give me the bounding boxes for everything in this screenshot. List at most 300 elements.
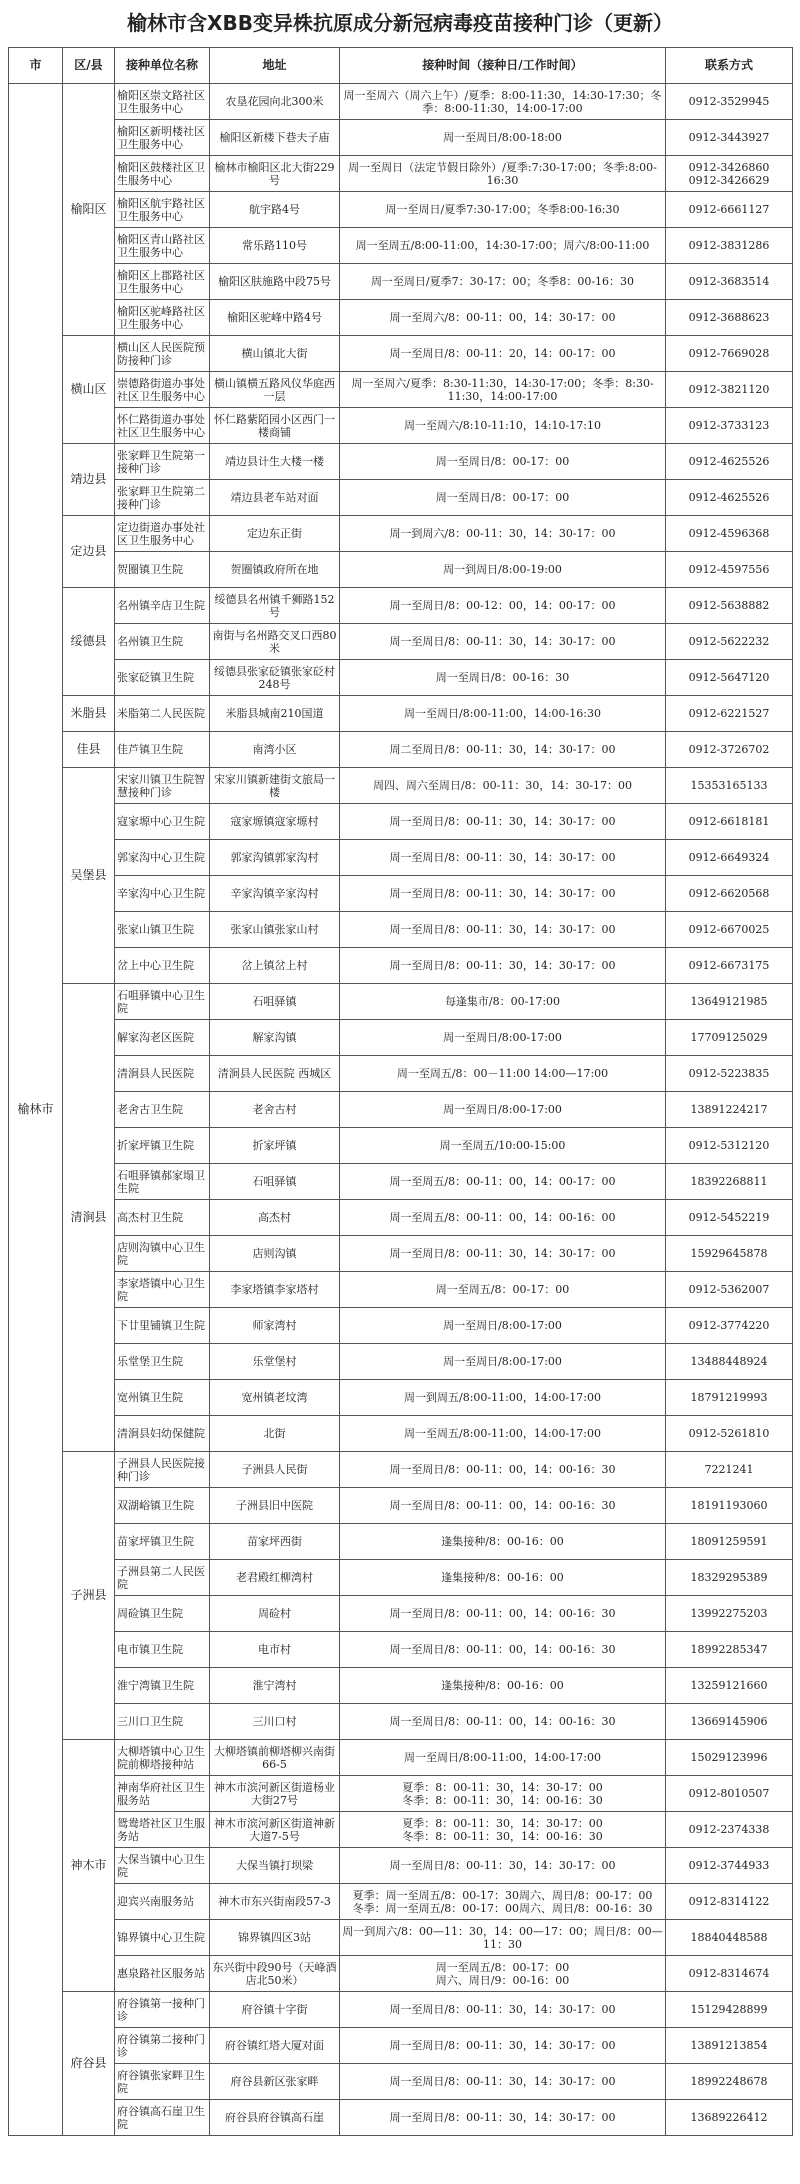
time-cell: 周一至周六/8:10-11:10，14:10-17:10 <box>340 408 666 444</box>
unit-name-cell: 定边街道办事处社区卫生服务中心 <box>115 516 210 552</box>
time-cell: 周一至周日/8：00-11：00，14：00-16：30 <box>340 1488 666 1524</box>
header-time: 接种时间（接种日/工作时间） <box>340 48 666 84</box>
time-cell: 周一至周日/8：00-12：00，14：00-17：00 <box>340 588 666 624</box>
unit-name-cell: 鸳鸯塔社区卫生服务站 <box>115 1812 210 1848</box>
contact-cell: 15029123996 <box>666 1740 793 1776</box>
time-cell: 夏季：8：00-11：30，14：30-17：00 冬季：8：00-11：30，14：00-16：30 <box>340 1812 666 1848</box>
table-row <box>9 1704 793 1740</box>
unit-name-cell: 石咀驿镇中心卫生院 <box>115 984 210 1020</box>
table-row <box>9 876 793 912</box>
address-cell: 榆阳区肤施路中段75号 <box>210 264 340 300</box>
table-row <box>9 660 793 696</box>
unit-name-cell: 府谷镇高石崖卫生院 <box>115 2100 210 2136</box>
address-cell: 南湾小区 <box>210 732 340 768</box>
time-cell: 周一至周日/8：00-11：30，14：30-17：00 <box>340 948 666 984</box>
address-cell: 石咀驿镇 <box>210 1164 340 1200</box>
table-row <box>9 300 793 336</box>
table-row <box>9 1092 793 1128</box>
address-cell: 榆阳区新楼下巷夫子庙 <box>210 120 340 156</box>
address-cell: 乐堂堡村 <box>210 1344 340 1380</box>
unit-name-cell: 神南华府社区卫生服务站 <box>115 1776 210 1812</box>
contact-cell: 7221241 <box>666 1452 793 1488</box>
table-row <box>9 372 793 408</box>
table-row <box>9 1200 793 1236</box>
time-cell: 周一至周日/8：00-11：30，14：30-17：00 <box>340 1992 666 2028</box>
unit-name-cell: 米脂第二人民医院 <box>115 696 210 732</box>
table-row <box>9 120 793 156</box>
time-cell: 周一到周五/8:00-11:00，14:00-17:00 <box>340 1380 666 1416</box>
contact-cell: 0912-5223835 <box>666 1056 793 1092</box>
table-row <box>9 1056 793 1092</box>
county-cell: 绥德县 <box>63 588 115 696</box>
unit-name-cell: 子洲县第二人民医院 <box>115 1560 210 1596</box>
address-cell: 绥德县张家砭镇张家砭村248号 <box>210 660 340 696</box>
county-cell: 佳县 <box>63 732 115 768</box>
unit-name-cell: 乐堂堡卫生院 <box>115 1344 210 1380</box>
time-cell: 周一至周日/8:00-11:00，14:00-17:00 <box>340 1740 666 1776</box>
contact-cell: 13689226412 <box>666 2100 793 2136</box>
unit-name-cell: 下廿里铺镇卫生院 <box>115 1308 210 1344</box>
unit-name-cell: 贺圈镇卫生院 <box>115 552 210 588</box>
table-row <box>9 804 793 840</box>
unit-name-cell: 老舍古卫生院 <box>115 1092 210 1128</box>
time-cell: 周一至周日/8：00-11：30，14：30-17：00 <box>340 1848 666 1884</box>
unit-name-cell: 折家坪镇卫生院 <box>115 1128 210 1164</box>
table-row <box>9 768 793 804</box>
time-cell: 周一至周日/8:00-17:00 <box>340 1092 666 1128</box>
address-cell: 辛家沟镇辛家沟村 <box>210 876 340 912</box>
table-row <box>9 1992 793 2028</box>
address-cell: 航宇路4号 <box>210 192 340 228</box>
unit-name-cell: 大柳塔镇中心卫生院前柳塔接种站 <box>115 1740 210 1776</box>
table-row <box>9 624 793 660</box>
table-row <box>9 156 793 192</box>
time-cell: 周一至周日/8：00-11：30，14：30-17：00 <box>340 876 666 912</box>
table-row <box>9 1452 793 1488</box>
time-cell: 周一至周日/8：00-11：30，14：30-17：00 <box>340 2064 666 2100</box>
address-cell: 府谷县府谷镇高石崖 <box>210 2100 340 2136</box>
time-cell: 周一到周六/8：00—11：30，14：00—17：00；周日/8：00—11：30 <box>340 1920 666 1956</box>
unit-name-cell: 解家沟老区医院 <box>115 1020 210 1056</box>
contact-cell: 13891224217 <box>666 1092 793 1128</box>
address-cell: 电市村 <box>210 1632 340 1668</box>
unit-name-cell: 锦界镇中心卫生院 <box>115 1920 210 1956</box>
table-header-row <box>9 48 793 84</box>
county-cell: 吴堡县 <box>63 768 115 984</box>
address-cell: 岔上镇岔上村 <box>210 948 340 984</box>
contact-cell: 0912-6649324 <box>666 840 793 876</box>
table-row <box>9 1812 793 1848</box>
county-cell: 神木市 <box>63 1740 115 1992</box>
table-row <box>9 1164 793 1200</box>
time-cell: 周一至周日/8：00-11：30，14：30-17：00 <box>340 2028 666 2064</box>
address-cell: 清涧县人民医院 西城区 <box>210 1056 340 1092</box>
unit-name-cell: 府谷镇张家畔卫生院 <box>115 2064 210 2100</box>
unit-name-cell: 府谷镇第二接种门诊 <box>115 2028 210 2064</box>
county-cell: 靖边县 <box>63 444 115 516</box>
clinic-table <box>8 47 793 2136</box>
contact-cell: 13992275203 <box>666 1596 793 1632</box>
address-cell: 横山镇横五路风仪华庭西一层 <box>210 372 340 408</box>
unit-name-cell: 榆阳区崇文路社区卫生服务中心 <box>115 84 210 120</box>
address-cell: 府谷镇十字街 <box>210 1992 340 2028</box>
contact-cell: 0912-5452219 <box>666 1200 793 1236</box>
table-row <box>9 1308 793 1344</box>
time-cell: 逢集接种/8：00-16：00 <box>340 1668 666 1704</box>
address-cell: 锦界镇四区3站 <box>210 1920 340 1956</box>
table-row <box>9 1956 793 1992</box>
time-cell: 周一至周日/8：00-11：00，14：00-16：30 <box>340 1452 666 1488</box>
address-cell: 怀仁路紫陌园小区西门一楼商铺 <box>210 408 340 444</box>
contact-cell: 13488448924 <box>666 1344 793 1380</box>
address-cell: 周硷村 <box>210 1596 340 1632</box>
contact-cell: 13891213854 <box>666 2028 793 2064</box>
county-cell: 定边县 <box>63 516 115 588</box>
address-cell: 靖边县老车站对面 <box>210 480 340 516</box>
address-cell: 师家湾村 <box>210 1308 340 1344</box>
time-cell: 周一至周六/8：00-11：00，14：30-17：00 <box>340 300 666 336</box>
time-cell: 周一至周五/8：00-11：00，14：00-17：00 <box>340 1164 666 1200</box>
unit-name-cell: 横山区人民医院预防接种门诊 <box>115 336 210 372</box>
address-cell: 神木市滨河新区街道神新大道7-5号 <box>210 1812 340 1848</box>
county-cell: 清涧县 <box>63 984 115 1452</box>
time-cell: 周一至周日（法定节假日除外）/夏季:7:30-17:00；冬季:8:00-16:30 <box>340 156 666 192</box>
address-cell: 横山镇北大街 <box>210 336 340 372</box>
contact-cell: 0912-4625526 <box>666 444 793 480</box>
time-cell: 周一至周五/8：00-11：00，14：00-16：00 <box>340 1200 666 1236</box>
table-row <box>9 192 793 228</box>
unit-name-cell: 子洲县人民医院接种门诊 <box>115 1452 210 1488</box>
time-cell: 周一至周六（周六上午）/夏季：8:00-11:30，14:30-17:30；冬季：8:00-11:30，14:00-17:00 <box>340 84 666 120</box>
table-row <box>9 84 793 120</box>
table-row <box>9 1236 793 1272</box>
address-cell: 农垦花园向北300米 <box>210 84 340 120</box>
table-row <box>9 1416 793 1452</box>
table-row <box>9 840 793 876</box>
unit-name-cell: 宽州镇卫生院 <box>115 1380 210 1416</box>
contact-cell: 0912-4596368 <box>666 516 793 552</box>
time-cell: 夏季：周一至周五/8：00-17：30周六、周日/8：00-17：00 冬季：周一至周五/8：00-17：00周六、周日/8：00-16：30 <box>340 1884 666 1920</box>
address-cell: 东兴街中段90号（天峰酒店北50米） <box>210 1956 340 1992</box>
contact-cell: 0912-6673175 <box>666 948 793 984</box>
document-title: 榆林市含XBB变异株抗原成分新冠病毒疫苗接种门诊（更新） <box>127 11 673 35</box>
unit-name-cell: 宋家川镇卫生院智慧接种门诊 <box>115 768 210 804</box>
header-address: 地址 <box>210 48 340 84</box>
city-cell: 榆林市 <box>9 84 63 2136</box>
address-cell: 贺圈镇政府所在地 <box>210 552 340 588</box>
unit-name-cell: 榆阳区上郡路社区卫生服务中心 <box>115 264 210 300</box>
time-cell: 周一至周五/8:00-11:00，14:00-17:00 <box>340 1416 666 1452</box>
table-row <box>9 408 793 444</box>
address-cell: 北街 <box>210 1416 340 1452</box>
time-cell: 周一至周日/8:00-17:00 <box>340 1344 666 1380</box>
unit-name-cell: 张家砭镇卫生院 <box>115 660 210 696</box>
time-cell: 周一至周日/夏季7:30-17:00；冬季8:00-16:30 <box>340 192 666 228</box>
contact-cell: 17709125029 <box>666 1020 793 1056</box>
contact-cell: 0912-3733123 <box>666 408 793 444</box>
contact-cell: 18791219993 <box>666 1380 793 1416</box>
unit-name-cell: 怀仁路街道办事处社区卫生服务中心 <box>115 408 210 444</box>
unit-name-cell: 岔上中心卫生院 <box>115 948 210 984</box>
table-row <box>9 1848 793 1884</box>
address-cell: 张家山镇张家山村 <box>210 912 340 948</box>
time-cell: 周一至周日/8：00-11：00，14：00-16：30 <box>340 1596 666 1632</box>
table-row <box>9 552 793 588</box>
county-cell: 横山区 <box>63 336 115 444</box>
contact-cell: 15129428899 <box>666 1992 793 2028</box>
table-body <box>9 84 793 2136</box>
address-cell: 子洲县旧中医院 <box>210 1488 340 1524</box>
address-cell: 南街与名州路交叉口西80米 <box>210 624 340 660</box>
address-cell: 寇家塬镇寇家塬村 <box>210 804 340 840</box>
unit-name-cell: 郭家沟中心卫生院 <box>115 840 210 876</box>
header-unit: 接种单位名称 <box>115 48 210 84</box>
contact-cell: 13669145906 <box>666 1704 793 1740</box>
county-cell: 榆阳区 <box>63 84 115 336</box>
time-cell: 周一至周五/10:00-15:00 <box>340 1128 666 1164</box>
table-row <box>9 1380 793 1416</box>
contact-cell: 0912-5622232 <box>666 624 793 660</box>
contact-cell: 0912-8010507 <box>666 1776 793 1812</box>
address-cell: 郭家沟镇郭家沟村 <box>210 840 340 876</box>
unit-name-cell: 高杰村卫生院 <box>115 1200 210 1236</box>
time-cell: 周一至周日/8:00-17:00 <box>340 1308 666 1344</box>
contact-cell: 0912-6618181 <box>666 804 793 840</box>
address-cell: 淮宁湾村 <box>210 1668 340 1704</box>
table-row <box>9 1632 793 1668</box>
time-cell: 周一至周日/8：00-16：30 <box>340 660 666 696</box>
table-row <box>9 1020 793 1056</box>
address-cell: 宽州镇老坟湾 <box>210 1380 340 1416</box>
address-cell: 榆林市榆阳区北大街229号 <box>210 156 340 192</box>
time-cell: 周一至周日/8：00-11：30，14：30-17：00 <box>340 912 666 948</box>
table-row <box>9 1920 793 1956</box>
contact-cell: 0912-3831286 <box>666 228 793 264</box>
contact-cell: 0912-6221527 <box>666 696 793 732</box>
contact-cell: 18840448588 <box>666 1920 793 1956</box>
table-row <box>9 948 793 984</box>
time-cell: 周一至周日/8：00-11：30，14：30-17：00 <box>340 1236 666 1272</box>
unit-name-cell: 店则沟镇中心卫生院 <box>115 1236 210 1272</box>
table-row <box>9 336 793 372</box>
address-cell: 老君殿红柳湾村 <box>210 1560 340 1596</box>
contact-cell: 0912-6620568 <box>666 876 793 912</box>
address-cell: 店则沟镇 <box>210 1236 340 1272</box>
contact-cell: 18392268811 <box>666 1164 793 1200</box>
table-row <box>9 1488 793 1524</box>
contact-cell: 0912-3443927 <box>666 120 793 156</box>
unit-name-cell: 张家山镇卫生院 <box>115 912 210 948</box>
unit-name-cell: 榆阳区新明楼社区卫生服务中心 <box>115 120 210 156</box>
table-row <box>9 1344 793 1380</box>
unit-name-cell: 崇德路街道办事处社区卫生服务中心 <box>115 372 210 408</box>
unit-name-cell: 电市镇卫生院 <box>115 1632 210 1668</box>
address-cell: 高杰村 <box>210 1200 340 1236</box>
header-county: 区/县 <box>63 48 115 84</box>
table-row <box>9 1884 793 1920</box>
table-row <box>9 516 793 552</box>
table-row <box>9 2028 793 2064</box>
table-row <box>9 1740 793 1776</box>
address-cell: 老舍古村 <box>210 1092 340 1128</box>
contact-cell: 0912-8314122 <box>666 1884 793 1920</box>
address-cell: 解家沟镇 <box>210 1020 340 1056</box>
unit-name-cell: 淮宁湾镇卫生院 <box>115 1668 210 1704</box>
unit-name-cell: 迎宾兴南服务站 <box>115 1884 210 1920</box>
address-cell: 宋家川镇新建街文旅局一楼 <box>210 768 340 804</box>
contact-cell: 18329295389 <box>666 1560 793 1596</box>
unit-name-cell: 辛家沟中心卫生院 <box>115 876 210 912</box>
contact-cell: 0912-5638882 <box>666 588 793 624</box>
contact-cell: 0912-6670025 <box>666 912 793 948</box>
time-cell: 周一至周日/8：00-17：00 <box>340 480 666 516</box>
time-cell: 周一至周日/8：00-11：30，14：30-17：00 <box>340 624 666 660</box>
contact-cell: 18091259591 <box>666 1524 793 1560</box>
contact-cell: 0912-8314674 <box>666 1956 793 1992</box>
table-row <box>9 1560 793 1596</box>
time-cell: 周二至周日/8：00-11：30，14：30-17：00 <box>340 732 666 768</box>
table-row <box>9 1776 793 1812</box>
time-cell: 逢集接种/8：00-16：00 <box>340 1524 666 1560</box>
table-row <box>9 1668 793 1704</box>
contact-cell: 0912-4625526 <box>666 480 793 516</box>
address-cell: 米脂县城南210国道 <box>210 696 340 732</box>
time-cell: 夏季：8：00-11：30，14：30-17：00 冬季：8：00-11：30，14：00-16：30 <box>340 1776 666 1812</box>
unit-name-cell: 张家畔卫生院第一接种门诊 <box>115 444 210 480</box>
time-cell: 周一至周日/8：00-11：30，14：30-17：00 <box>340 840 666 876</box>
address-cell: 大柳塔镇前柳塔柳兴南街66-5 <box>210 1740 340 1776</box>
table-row <box>9 2064 793 2100</box>
unit-name-cell: 榆阳区驼峰路社区卫生服务中心 <box>115 300 210 336</box>
contact-cell: 0912-3683514 <box>666 264 793 300</box>
address-cell: 靖边县计生大楼一楼 <box>210 444 340 480</box>
contact-cell: 0912-3774220 <box>666 1308 793 1344</box>
unit-name-cell: 张家畔卫生院第二接种门诊 <box>115 480 210 516</box>
table-row <box>9 1128 793 1164</box>
unit-name-cell: 李家塔镇中心卫生院 <box>115 1272 210 1308</box>
address-cell: 折家坪镇 <box>210 1128 340 1164</box>
address-cell: 府谷县新区张家畔 <box>210 2064 340 2100</box>
unit-name-cell: 三川口卫生院 <box>115 1704 210 1740</box>
time-cell: 周一至周五/8：00－11:00 14:00—17:00 <box>340 1056 666 1092</box>
contact-cell: 15353165133 <box>666 768 793 804</box>
time-cell: 周一至周五/8:00-11:00，14:30-17:00；周六/8:00-11:00 <box>340 228 666 264</box>
unit-name-cell: 名州镇辛店卫生院 <box>115 588 210 624</box>
address-cell: 府谷镇红塔大厦对面 <box>210 2028 340 2064</box>
contact-cell: 0912-5647120 <box>666 660 793 696</box>
address-cell: 大保当镇打坝梁 <box>210 1848 340 1884</box>
address-cell: 神木市滨河新区街道杨业大街27号 <box>210 1776 340 1812</box>
table-row <box>9 480 793 516</box>
contact-cell: 18992248678 <box>666 2064 793 2100</box>
time-cell: 周一至周日/8：00-11：00，14：00-16：30 <box>340 1704 666 1740</box>
time-cell: 周一至周日/8：00-11：20，14：00-17：00 <box>340 336 666 372</box>
time-cell: 周一至周日/8：00-17：00 <box>340 444 666 480</box>
unit-name-cell: 榆阳区青山路社区卫生服务中心 <box>115 228 210 264</box>
table-row <box>9 1524 793 1560</box>
address-cell: 苗家坪西街 <box>210 1524 340 1560</box>
unit-name-cell: 周硷镇卫生院 <box>115 1596 210 1632</box>
unit-name-cell: 寇家塬中心卫生院 <box>115 804 210 840</box>
contact-cell: 0912-3529945 <box>666 84 793 120</box>
time-cell: 周一至周日/8：00-11：00，14：00-16：30 <box>340 1632 666 1668</box>
address-cell: 石咀驿镇 <box>210 984 340 1020</box>
time-cell: 周一到周六/8：00-11：30，14：30-17：00 <box>340 516 666 552</box>
address-cell: 常乐路110号 <box>210 228 340 264</box>
contact-cell: 0912-3821120 <box>666 372 793 408</box>
contact-cell: 0912-2374338 <box>666 1812 793 1848</box>
time-cell: 周一至周日/8:00-18:00 <box>340 120 666 156</box>
county-cell: 子洲县 <box>63 1452 115 1740</box>
contact-cell: 0912-3688623 <box>666 300 793 336</box>
header-contact: 联系方式 <box>666 48 793 84</box>
contact-cell: 0912-5261810 <box>666 1416 793 1452</box>
contact-cell: 0912-3426860 0912-3426629 <box>666 156 793 192</box>
table-row <box>9 228 793 264</box>
unit-name-cell: 佳芦镇卫生院 <box>115 732 210 768</box>
contact-cell: 18992285347 <box>666 1632 793 1668</box>
unit-name-cell: 清涧县人民医院 <box>115 1056 210 1092</box>
contact-cell: 0912-4597556 <box>666 552 793 588</box>
unit-name-cell: 榆阳区航宇路社区卫生服务中心 <box>115 192 210 228</box>
county-cell: 米脂县 <box>63 696 115 732</box>
address-cell: 绥德县名州镇千狮路152号 <box>210 588 340 624</box>
time-cell: 周一至周五/8：00-17：00 周六、周日/9：00-16：00 <box>340 1956 666 1992</box>
table-row <box>9 2100 793 2136</box>
address-cell: 李家塔镇李家塔村 <box>210 1272 340 1308</box>
contact-cell: 0912-6661127 <box>666 192 793 228</box>
unit-name-cell: 苗家坪镇卫生院 <box>115 1524 210 1560</box>
header-city: 市 <box>9 48 63 84</box>
table-row <box>9 1596 793 1632</box>
time-cell: 周一到周日/8:00-19:00 <box>340 552 666 588</box>
time-cell: 逢集接种/8：00-16：00 <box>340 1560 666 1596</box>
table-row <box>9 264 793 300</box>
table-row <box>9 1272 793 1308</box>
time-cell: 周一至周日/8：00-11：30，14：30-17：00 <box>340 804 666 840</box>
time-cell: 周一至周日/8:00-17:00 <box>340 1020 666 1056</box>
time-cell: 周一至周日/8：00-11：30，14：30-17：00 <box>340 2100 666 2136</box>
contact-cell: 13259121660 <box>666 1668 793 1704</box>
unit-name-cell: 名州镇卫生院 <box>115 624 210 660</box>
time-cell: 周一至周六/夏季：8:30-11:30，14:30-17:00；冬季：8:30-11:30，14:00-17:00 <box>340 372 666 408</box>
table-row <box>9 444 793 480</box>
contact-cell: 13649121985 <box>666 984 793 1020</box>
county-cell: 府谷县 <box>63 1992 115 2136</box>
unit-name-cell: 清涧县妇幼保健院 <box>115 1416 210 1452</box>
address-cell: 子洲县人民街 <box>210 1452 340 1488</box>
unit-name-cell: 榆阳区鼓楼社区卫生服务中心 <box>115 156 210 192</box>
address-cell: 神木市东兴街南段57-3 <box>210 1884 340 1920</box>
time-cell: 每逢集市/8：00-17:00 <box>340 984 666 1020</box>
contact-cell: 18191193060 <box>666 1488 793 1524</box>
table-row <box>9 984 793 1020</box>
time-cell: 周一至周日/8:00-11:00，14:00-16:30 <box>340 696 666 732</box>
unit-name-cell: 惠泉路社区服务站 <box>115 1956 210 1992</box>
time-cell: 周一至周日/夏季7：30-17：00；冬季8：00-16：30 <box>340 264 666 300</box>
unit-name-cell: 双湖峪镇卫生院 <box>115 1488 210 1524</box>
table-row <box>9 696 793 732</box>
unit-name-cell: 大保当镇中心卫生院 <box>115 1848 210 1884</box>
contact-cell: 0912-5312120 <box>666 1128 793 1164</box>
contact-cell: 0912-5362007 <box>666 1272 793 1308</box>
table-row <box>9 912 793 948</box>
address-cell: 定边东正街 <box>210 516 340 552</box>
time-cell: 周四、周六至周日/8：00-11：30，14：30-17：00 <box>340 768 666 804</box>
table-row <box>9 588 793 624</box>
contact-cell: 15929645878 <box>666 1236 793 1272</box>
address-cell: 榆阳区驼峰中路4号 <box>210 300 340 336</box>
